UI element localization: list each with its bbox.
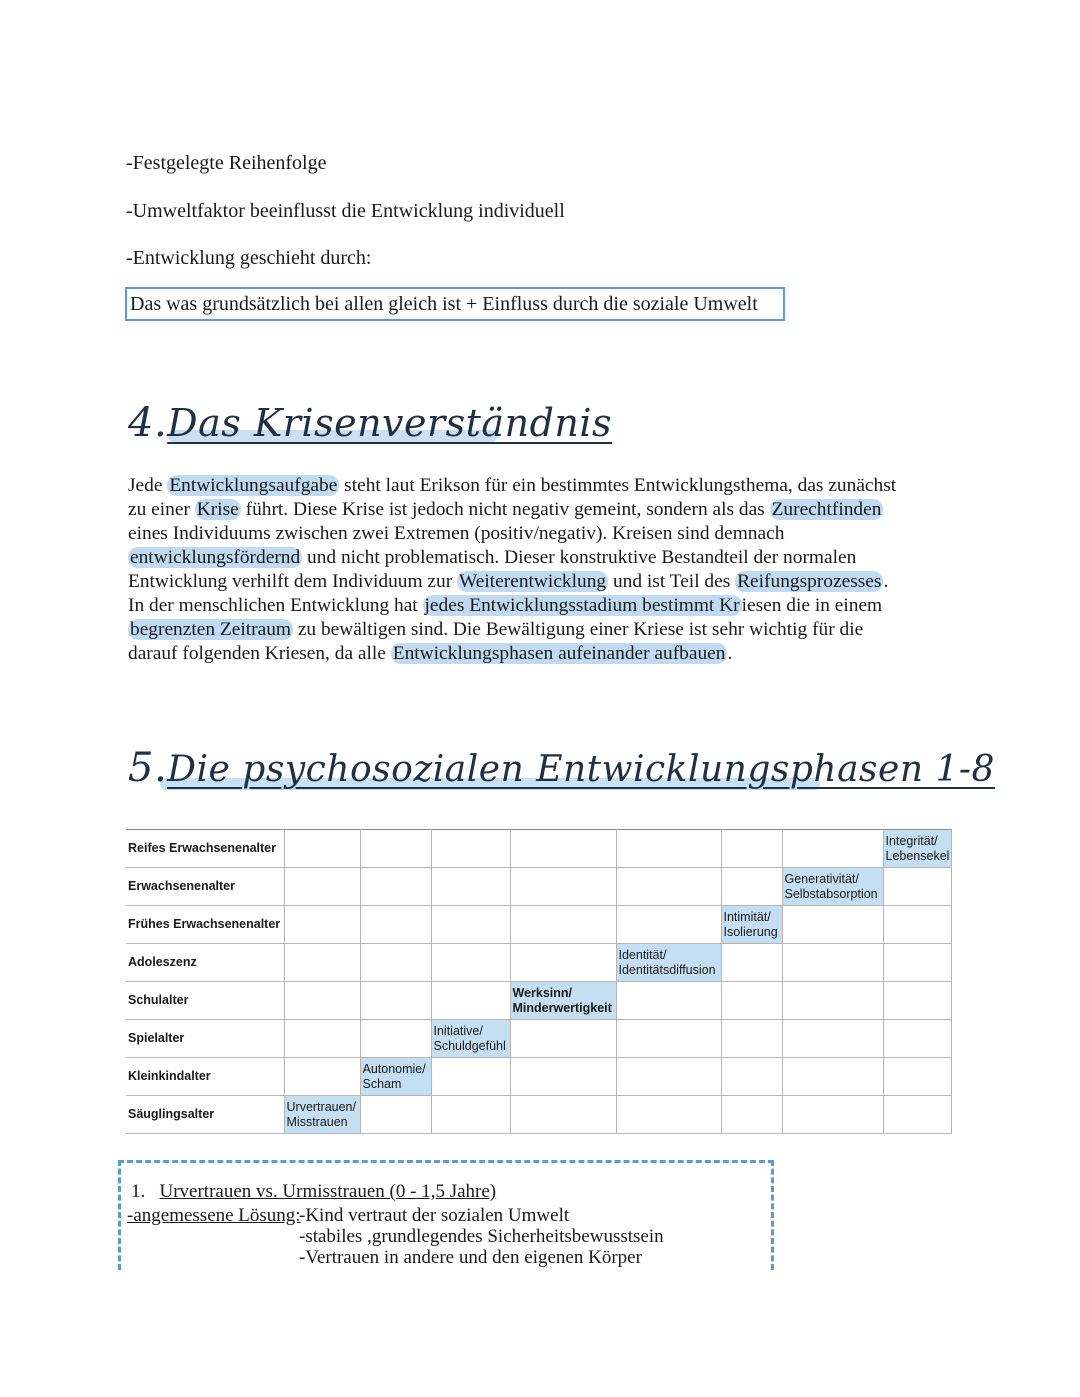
paragraph-text: zu bewältigen sind. Die Bewältigung einer Kriese ist sehr wichtig für die [292,619,864,640]
empty-cell [721,982,782,1020]
stage-cell: Intimität/ Isolierung [721,906,782,944]
empty-cell [360,830,431,868]
empty-cell [284,982,360,1020]
empty-cell [510,830,616,868]
highlighted-term: Reifungsprozesses [737,571,882,592]
empty-cell [883,1020,952,1058]
empty-cell [360,906,431,944]
bullet-line-2: -Umweltfaktor beeinflusst die Entwicklung individuell [126,200,565,222]
empty-cell [883,1058,952,1096]
empty-cell [616,906,721,944]
stage-cell: Integrität/ Lebensekel [883,830,952,868]
paragraph-text: und nicht problematisch. Dieser konstruktive Bestandteil der normalen [302,547,857,568]
empty-cell [284,944,360,982]
section-4-title: Das Krisenverständnis [167,401,613,445]
phase-1-heading [131,1181,496,1202]
empty-cell [721,1096,782,1134]
phase-1-item-1: -Kind vertraut der sozialen Umwelt [299,1205,570,1226]
paragraph-text: führt. Diese Krise ist jedoch nicht negativ gemeint, sondern als das [240,499,770,520]
paragraph-text: darauf folgenden Kriesen, da alle [128,643,391,664]
empty-cell [284,868,360,906]
highlighted-term: jedes Entwicklungsstadium bestimmt Kr [424,595,740,616]
paragraph-line [128,498,958,522]
phases-table [126,829,952,1134]
highlighted-term: Entwicklungsaufgabe [169,475,338,496]
phase-1-item-3: -Vertrauen in andere und den eigenen Körper [299,1247,642,1268]
empty-cell [782,944,883,982]
empty-cell [721,944,782,982]
row-label: Frühes Erwachsenenalter [126,906,284,944]
paragraph-line [128,618,958,642]
empty-cell [616,1020,721,1058]
highlighted-term: entwicklungsfördernd [130,547,301,568]
empty-cell [360,1096,431,1134]
row-label: Kleinkindalter [126,1058,284,1096]
empty-cell [616,982,721,1020]
stage-cell: Initiative/ Schuldgefühl [431,1020,510,1058]
highlighted-term: Zurechtfinden [771,499,882,520]
phase-1-solution-row [127,1205,301,1226]
paragraph-text: Jede [128,475,168,496]
empty-cell [721,1058,782,1096]
paragraph-text: steht laut Erikson für ein bestimmtes Entwicklungsthema, das zunächst [339,475,897,496]
empty-cell [883,868,952,906]
table-row [126,868,952,906]
table-row [126,1020,952,1058]
paragraph-text: eines Individuums zwischen zwei Extremen (positiv/negativ). Kreisen sind demnach [128,523,785,544]
paragraph-text: In der menschlichen Entwicklung hat [128,595,423,616]
empty-cell [782,1020,883,1058]
paragraph-text: . [727,643,733,664]
empty-cell [721,830,782,868]
empty-cell [360,944,431,982]
empty-cell [510,1058,616,1096]
empty-cell [510,1020,616,1058]
empty-cell [431,982,510,1020]
paragraph-text: iesen die in einem [741,595,883,616]
empty-cell [431,830,510,868]
row-label: Schulalter [126,982,284,1020]
stage-cell: Werksinn/ Minderwertigkeit [510,982,616,1020]
highlighted-term: Krise [196,499,239,520]
empty-cell [360,1020,431,1058]
empty-cell [883,982,952,1020]
empty-cell [510,906,616,944]
stage-cell: Generativität/ Selbstabsorption [782,868,883,906]
row-label: Spielalter [126,1020,284,1058]
empty-cell [883,944,952,982]
section-5-title: Die psychosozialen Entwicklungsphasen 1-8 [167,749,995,790]
section-4-paragraph [128,474,958,666]
empty-cell [431,868,510,906]
empty-cell [431,906,510,944]
bullet-line-1: -Festgelegte Reihenfolge [126,152,327,174]
empty-cell [510,868,616,906]
table-row [126,944,952,982]
empty-cell [431,1096,510,1134]
section-4-number: 4. [128,400,168,446]
empty-cell [721,1020,782,1058]
empty-cell [284,906,360,944]
paragraph-line [128,642,958,666]
row-label: Säuglingsalter [126,1096,284,1134]
phase-1-number: 1. [131,1181,146,1202]
section-5-number: 5. [128,745,168,791]
empty-cell [616,1096,721,1134]
empty-cell [510,944,616,982]
empty-cell [616,868,721,906]
empty-cell [782,906,883,944]
stage-cell: Identität/ Identitätsdiffusion [616,944,721,982]
empty-cell [616,1058,721,1096]
stage-cell: Urvertrauen/ Misstrauen [284,1096,360,1134]
empty-cell [616,830,721,868]
table-row [126,830,952,868]
empty-cell [782,1096,883,1134]
highlighted-term: begrenzten Zeitraum [130,619,291,640]
paragraph-line [128,474,958,498]
paragraph-line [128,594,958,618]
empty-cell [284,830,360,868]
paragraph-text: zu einer [128,499,195,520]
empty-cell [883,1096,952,1134]
paragraph-line [128,546,958,570]
paragraph-text: Entwicklung verhilft dem Individuum zur [128,571,458,592]
empty-cell [360,982,431,1020]
paragraph-line [128,522,958,546]
empty-cell [510,1096,616,1134]
paragraph-line [128,570,958,594]
empty-cell [284,1020,360,1058]
bullet-line-3: -Entwicklung geschieht durch: [126,247,372,269]
row-label: Adoleszenz [126,944,284,982]
table-row [126,1096,952,1134]
empty-cell [782,830,883,868]
row-label: Reifes Erwachsenenalter [126,830,284,868]
table-row [126,1058,952,1096]
highlighted-term: Weiterentwicklung [459,571,607,592]
empty-cell [284,1058,360,1096]
phase-1-solution-label: -angemessene Lösung: [127,1205,301,1226]
row-label: Erwachsenenalter [126,868,284,906]
phase-1-item-2: -stabiles ,grundlegendes Sicherheitsbewusstsein [299,1226,664,1247]
empty-cell [431,944,510,982]
paragraph-text: . [883,571,889,592]
section-4-heading [128,400,612,446]
boxed-summary: Das was grundsätzlich bei allen gleich ist + Einfluss durch die soziale Umwelt [125,287,785,321]
section-5-heading [128,745,995,791]
stage-cell: Autonomie/ Scham [360,1058,431,1096]
table-row [126,982,952,1020]
highlighted-term: Entwicklungsphasen aufeinander aufbauen [392,643,726,664]
empty-cell [883,906,952,944]
empty-cell [782,982,883,1020]
empty-cell [360,868,431,906]
table-row [126,906,952,944]
empty-cell [782,1058,883,1096]
empty-cell [431,1058,510,1096]
phase-1-title: Urvertrauen vs. Urmisstrauen (0 - 1,5 Jahre) [159,1181,497,1202]
empty-cell [721,868,782,906]
paragraph-text: und ist Teil des [608,571,736,592]
